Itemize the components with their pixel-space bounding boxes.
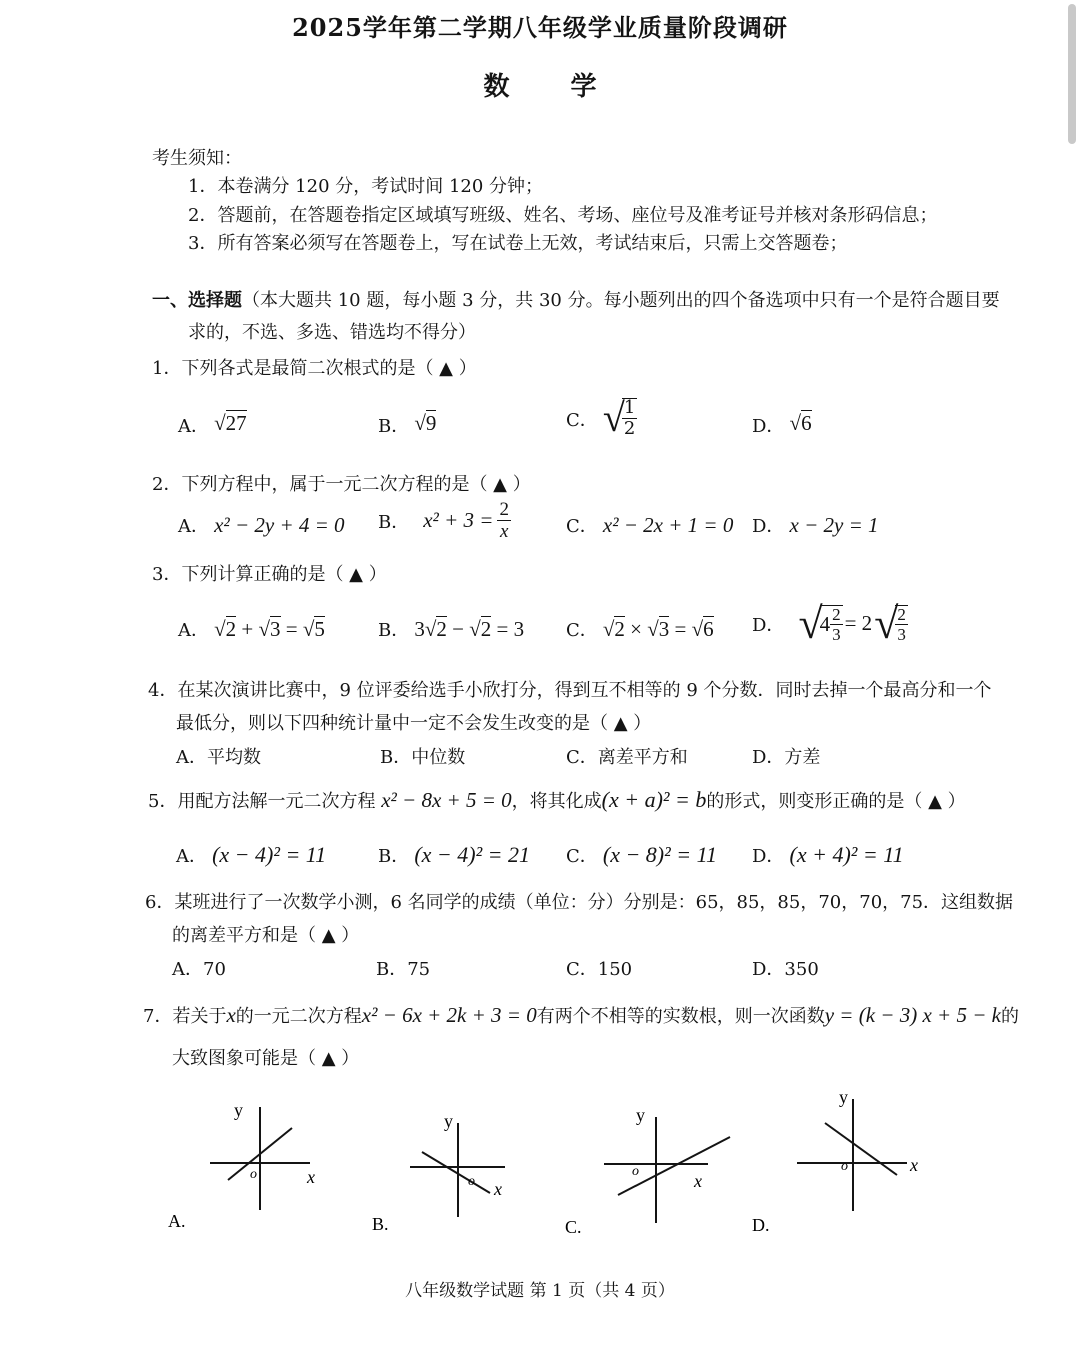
q5-label-c: C． — [566, 846, 598, 867]
q4-stem-1: 4．在某次演讲比赛中，9 位评委给选手小欣打分，得到互不相等的 9 个分数．同时去掉一个最高分和一个 — [148, 680, 992, 701]
q4-option-a: A．平均数 — [176, 747, 261, 768]
q5-label-b: B． — [378, 846, 410, 867]
q1-label-b: B． — [378, 416, 410, 437]
q2-option-a — [178, 512, 345, 538]
q7-function: y = (k − 3) x + 5 − k — [824, 1003, 1001, 1027]
q5-option-a — [176, 842, 326, 868]
q1-option-d: D． √6 — [752, 411, 812, 437]
section-desc-2: 求的，不选、多选、错选均不得分） — [188, 322, 476, 343]
q3-label-c: C． — [566, 620, 598, 641]
q5-equation: x² − 8x + 5 = 0 — [381, 788, 512, 812]
q1-b-radicand: 9 — [425, 411, 437, 435]
q7-stem-d: 的 — [1000, 1006, 1019, 1027]
q1-stem: 1．下列各式是最简二次根式的是（ ▲ ） — [152, 358, 477, 379]
q2-option-b — [378, 500, 511, 541]
q7-b-x-label: x — [494, 1179, 502, 1199]
q7-equation: x² − 6x + 2k + 3 = 0 — [361, 1003, 537, 1027]
q3-label-d: D． — [752, 614, 785, 636]
notice-item-2: 2．答题前，在答题卷指定区域填写班级、姓名、考场、座位号及准考证号并核对条形码信息； — [188, 205, 938, 226]
q7-a-x-label: x — [307, 1167, 315, 1187]
q1-c-numerator: 1 — [623, 396, 636, 418]
q7-stem-2: 大致图象可能是（ ▲ ） — [172, 1048, 360, 1069]
notice-item-1: 1．本卷满分 120 分，考试时间 120 分钟； — [188, 176, 544, 197]
q5-a-expr: (x − 4)² = 11 — [212, 842, 327, 867]
q3-label-b: B． — [378, 620, 410, 641]
q5-option-b — [378, 842, 530, 868]
q7-b-origin: o — [468, 1174, 475, 1189]
q5-form: (x + a)² = b — [601, 787, 707, 812]
q5-d-expr: (x + 4)² = 11 — [789, 842, 904, 867]
q6-stem-1: 6．某班进行了一次数学小测，6 名同学的成绩（单位：分）分别是：65，85，85，70，70，75．这组数据 — [145, 892, 1014, 913]
q5-stem — [148, 787, 966, 813]
q5-b-expr: (x − 4)² = 21 — [414, 842, 531, 867]
q7-d-x-label: x — [910, 1155, 918, 1175]
q5-option-d — [752, 842, 904, 868]
q7-c-y-label: y — [636, 1105, 645, 1125]
subject-title: 数 学 — [483, 72, 623, 102]
q6-option-d: D．350 — [752, 959, 819, 980]
q3-a-expr: √2 + √3 = √5 — [214, 617, 325, 641]
q2-label-d: D． — [752, 516, 785, 537]
q5-label-d: D． — [752, 846, 785, 867]
q5-c-expr: (x − 8)² = 11 — [602, 842, 717, 867]
q1-d-radicand: 6 — [801, 411, 812, 435]
q7-a-label: A. — [168, 1211, 186, 1231]
q2-option-c — [566, 512, 733, 538]
q5-stem-a: 5．用配方法解一元二次方程 — [148, 791, 376, 812]
q6-option-a: A．70 — [172, 959, 226, 980]
q2-stem: 2．下列方程中，属于一元二次方程的是（ ▲ ） — [152, 474, 531, 495]
q7-stem-c: 有两个不相等的实数根，则一次函数 — [536, 1006, 825, 1027]
q7-d-y-label: y — [839, 1087, 848, 1107]
q4-stem-2: 最低分，则以下四种统计量中一定不会发生改变的是（ ▲ ） — [176, 713, 652, 734]
q3-option-b — [378, 616, 524, 642]
q4-option-b: B．中位数 — [380, 747, 466, 768]
q7-c-label: C. — [565, 1217, 582, 1237]
q2-a-expr: x² − 2y + 4 = 0 — [214, 513, 345, 537]
q7-a-y-label: y — [234, 1100, 243, 1120]
q2-b-denominator: x — [499, 521, 509, 542]
q7-stem-a: 7．若关于 — [143, 1006, 227, 1027]
q2-b-numerator: 2 — [499, 499, 509, 520]
q7-c-x-label: x — [694, 1171, 702, 1191]
q7-d-origin: o — [841, 1159, 848, 1174]
q2-option-d — [752, 512, 879, 538]
q2-d-expr: x − 2y = 1 — [789, 513, 879, 537]
q6-stem-2: 的离差平方和是（ ▲ ） — [172, 925, 360, 946]
q7-graph-b — [360, 1095, 560, 1240]
q1-a-radicand: 27 — [225, 411, 247, 435]
q6-option-b: B．75 — [376, 959, 431, 980]
q7-d-label: D. — [752, 1215, 770, 1235]
q5-stem-b: ，将其化成 — [511, 791, 602, 812]
q4-option-c: C．离差平方和 — [566, 747, 688, 768]
q7-stem — [143, 1002, 1019, 1028]
q7-b-label: B. — [372, 1214, 389, 1234]
q1-c-denominator: 2 — [623, 417, 636, 439]
q5-option-c — [566, 842, 717, 868]
page-footer: 八年级数学试题 第 1 页（共 4 页） — [405, 1281, 675, 1301]
q7-d-line — [825, 1123, 897, 1175]
q3-b-expr: 3√2 − √2 = 3 — [414, 617, 525, 641]
q7-b-y-label: y — [444, 1111, 453, 1131]
q5-stem-c: 的形式，则变形正确的是（ ▲ ） — [706, 791, 966, 812]
q3-stem: 3．下列计算正确的是（ ▲ ） — [152, 564, 387, 585]
section-heading — [152, 286, 1000, 312]
notice-item-3: 3．所有答案必须写在答题卷上，写在试卷上无效，考试结束后，只需上交答题卷； — [188, 233, 848, 254]
q3-option-a — [178, 616, 325, 642]
q7-b-line — [422, 1152, 490, 1193]
section-desc-1: （本大题共 10 题，每小题 3 分，共 30 分。每小题列出的四个备选项中只有一个是符合题目要 — [242, 290, 1000, 311]
q3-option-d: D． √ 4 $\frac{2}{3}$ = 2 √ $\frac{2}{3}$ — [752, 599, 906, 648]
q7-c-origin: o — [632, 1164, 639, 1179]
q7-a-origin: o — [250, 1167, 257, 1182]
q1-option-b: B． √9 — [378, 411, 437, 437]
notice-heading: 考生须知： — [152, 148, 242, 169]
q1-option-c: C． √ $\frac{1}{2}$ — [566, 395, 636, 440]
q3-option-c — [566, 616, 714, 642]
q7-graph-d — [745, 1085, 955, 1235]
q1-label-a: A． — [178, 416, 209, 437]
q4-option-d: D．方差 — [752, 747, 821, 768]
q3-c-expr: √2 × √3 = √6 — [602, 617, 714, 641]
q1-label-d: D． — [752, 416, 785, 437]
q7-graph-c — [560, 1095, 760, 1245]
exam-title: 2025学年第二学期八年级学业质量阶段调研 — [292, 13, 788, 42]
q1-option-a: A． √27 — [178, 411, 247, 437]
q1-label-c: C． — [566, 410, 598, 431]
q7-var-x: x — [226, 1003, 236, 1027]
q3-label-a: A． — [178, 620, 209, 641]
q2-label-a: A． — [178, 516, 209, 537]
q5-label-a: A． — [176, 846, 207, 867]
section-title: 一、选择题 — [152, 290, 242, 311]
q7-graph-a — [160, 1085, 360, 1235]
q7-stem-b: 的一元二次方程 — [235, 1006, 362, 1027]
q2-b-left: x² + 3 = — [423, 508, 494, 532]
q6-option-c: C．150 — [566, 959, 633, 980]
q2-c-expr: x² − 2x + 1 = 0 — [602, 513, 734, 537]
q2-label-b: B． — [378, 511, 410, 533]
q2-label-c: C． — [566, 516, 598, 537]
